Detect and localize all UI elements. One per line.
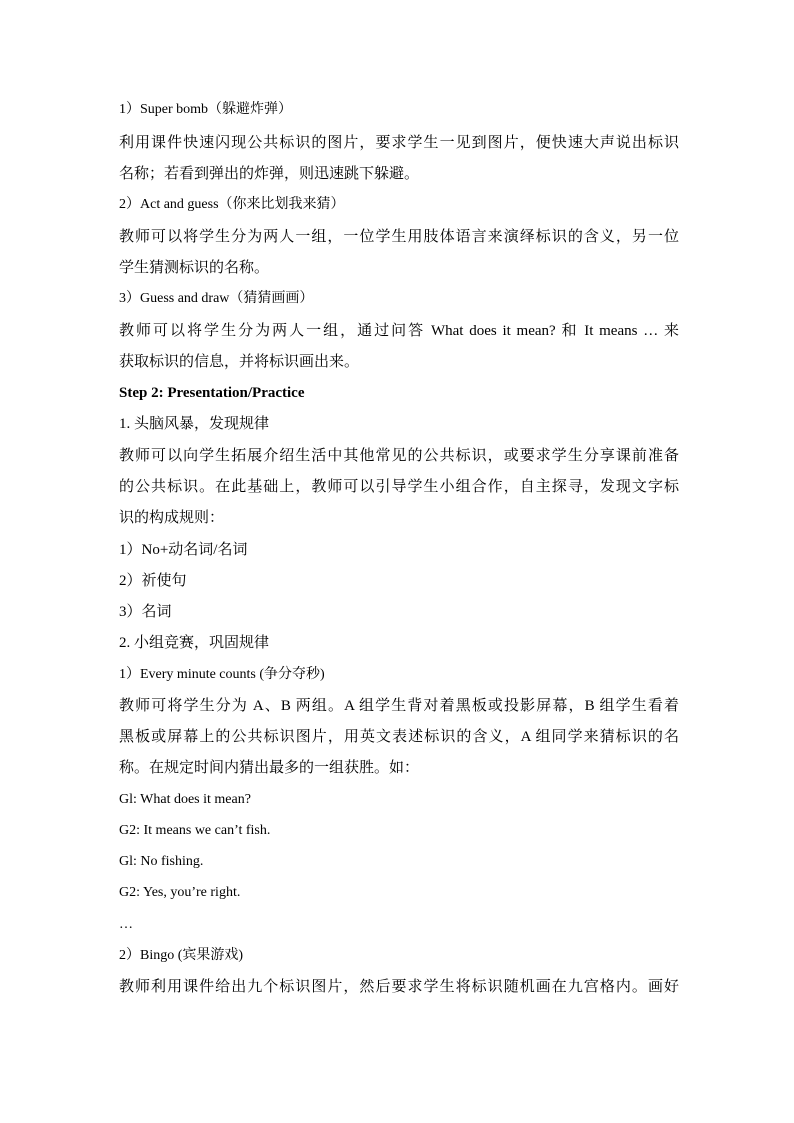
text-line: 名称；若看到弹出的炸弹，则迅速跳下躲避。 xyxy=(119,166,420,182)
text-line: 1）Super bomb（躲避炸弹） xyxy=(119,102,293,117)
text-line: 教师可以向学生拓展介绍生活中其他常见的公共标识，或要求学生分享课前准备 xyxy=(119,448,679,464)
text-line: 学生猜测标识的名称。 xyxy=(119,260,270,276)
text-line: 2）Act and guess（你来比划我来猜） xyxy=(119,197,345,212)
text-line: 教师可以将学生分为两人一组，一位学生用肢体语言来演绎标识的含义，另一位 xyxy=(119,229,679,245)
text-line: 获取标识的信息，并将标识画出来。 xyxy=(119,354,360,370)
text-line: 2. 小组竞赛，巩固规律 xyxy=(119,635,270,651)
text-line: 教师可将学生分为 A、B 两组。A 组学生背对着黑板或投影屏幕，B 组学生看着 xyxy=(119,698,679,714)
text-line: 识的构成规则： xyxy=(119,510,225,526)
dialogue-line: Gl: No fishing. xyxy=(119,854,204,869)
text-line: 1）No+动名词/名词 xyxy=(119,542,248,558)
dialogue-line: Gl: What does it mean? xyxy=(119,792,251,807)
text-line: 3）Guess and draw（猜猜画画） xyxy=(119,291,314,306)
text-line: 1）Every minute counts (争分夺秒) xyxy=(119,667,325,682)
text-line: 教师利用课件给出九个标识图片，然后要求学生将标识随机画在九宫格内。画好 xyxy=(119,979,679,995)
text-line: 称。在规定时间内猜出最多的一组获胜。如： xyxy=(119,760,420,776)
text-line: 3）名词 xyxy=(119,604,172,620)
text-line: 1. 头脑风暴，发现规律 xyxy=(119,416,270,432)
text-line: 黑板或屏幕上的公共标识图片，用英文表述标识的含义，A 组同学来猜标识的名 xyxy=(119,729,679,745)
text-line: 教师可以将学生分为两人一组，通过问答 What does it mean? 和 It means … 来 xyxy=(119,323,679,339)
ellipsis-line: … xyxy=(119,917,133,932)
text-line: 2）祈使句 xyxy=(119,573,187,589)
dialogue-line: G2: Yes, you’re right. xyxy=(119,885,241,900)
section-heading: Step 2: Presentation/Practice xyxy=(119,385,305,401)
dialogue-line: G2: It means we can’t fish. xyxy=(119,823,271,838)
text-line: 的公共标识。在此基础上，教师可以引导学生小组合作，自主探寻，发现文字标 xyxy=(119,479,679,495)
text-line: 利用课件快速闪现公共标识的图片，要求学生一见到图片，便快速大声说出标识 xyxy=(119,135,679,151)
text-line: 2）Bingo (宾果游戏) xyxy=(119,948,244,963)
